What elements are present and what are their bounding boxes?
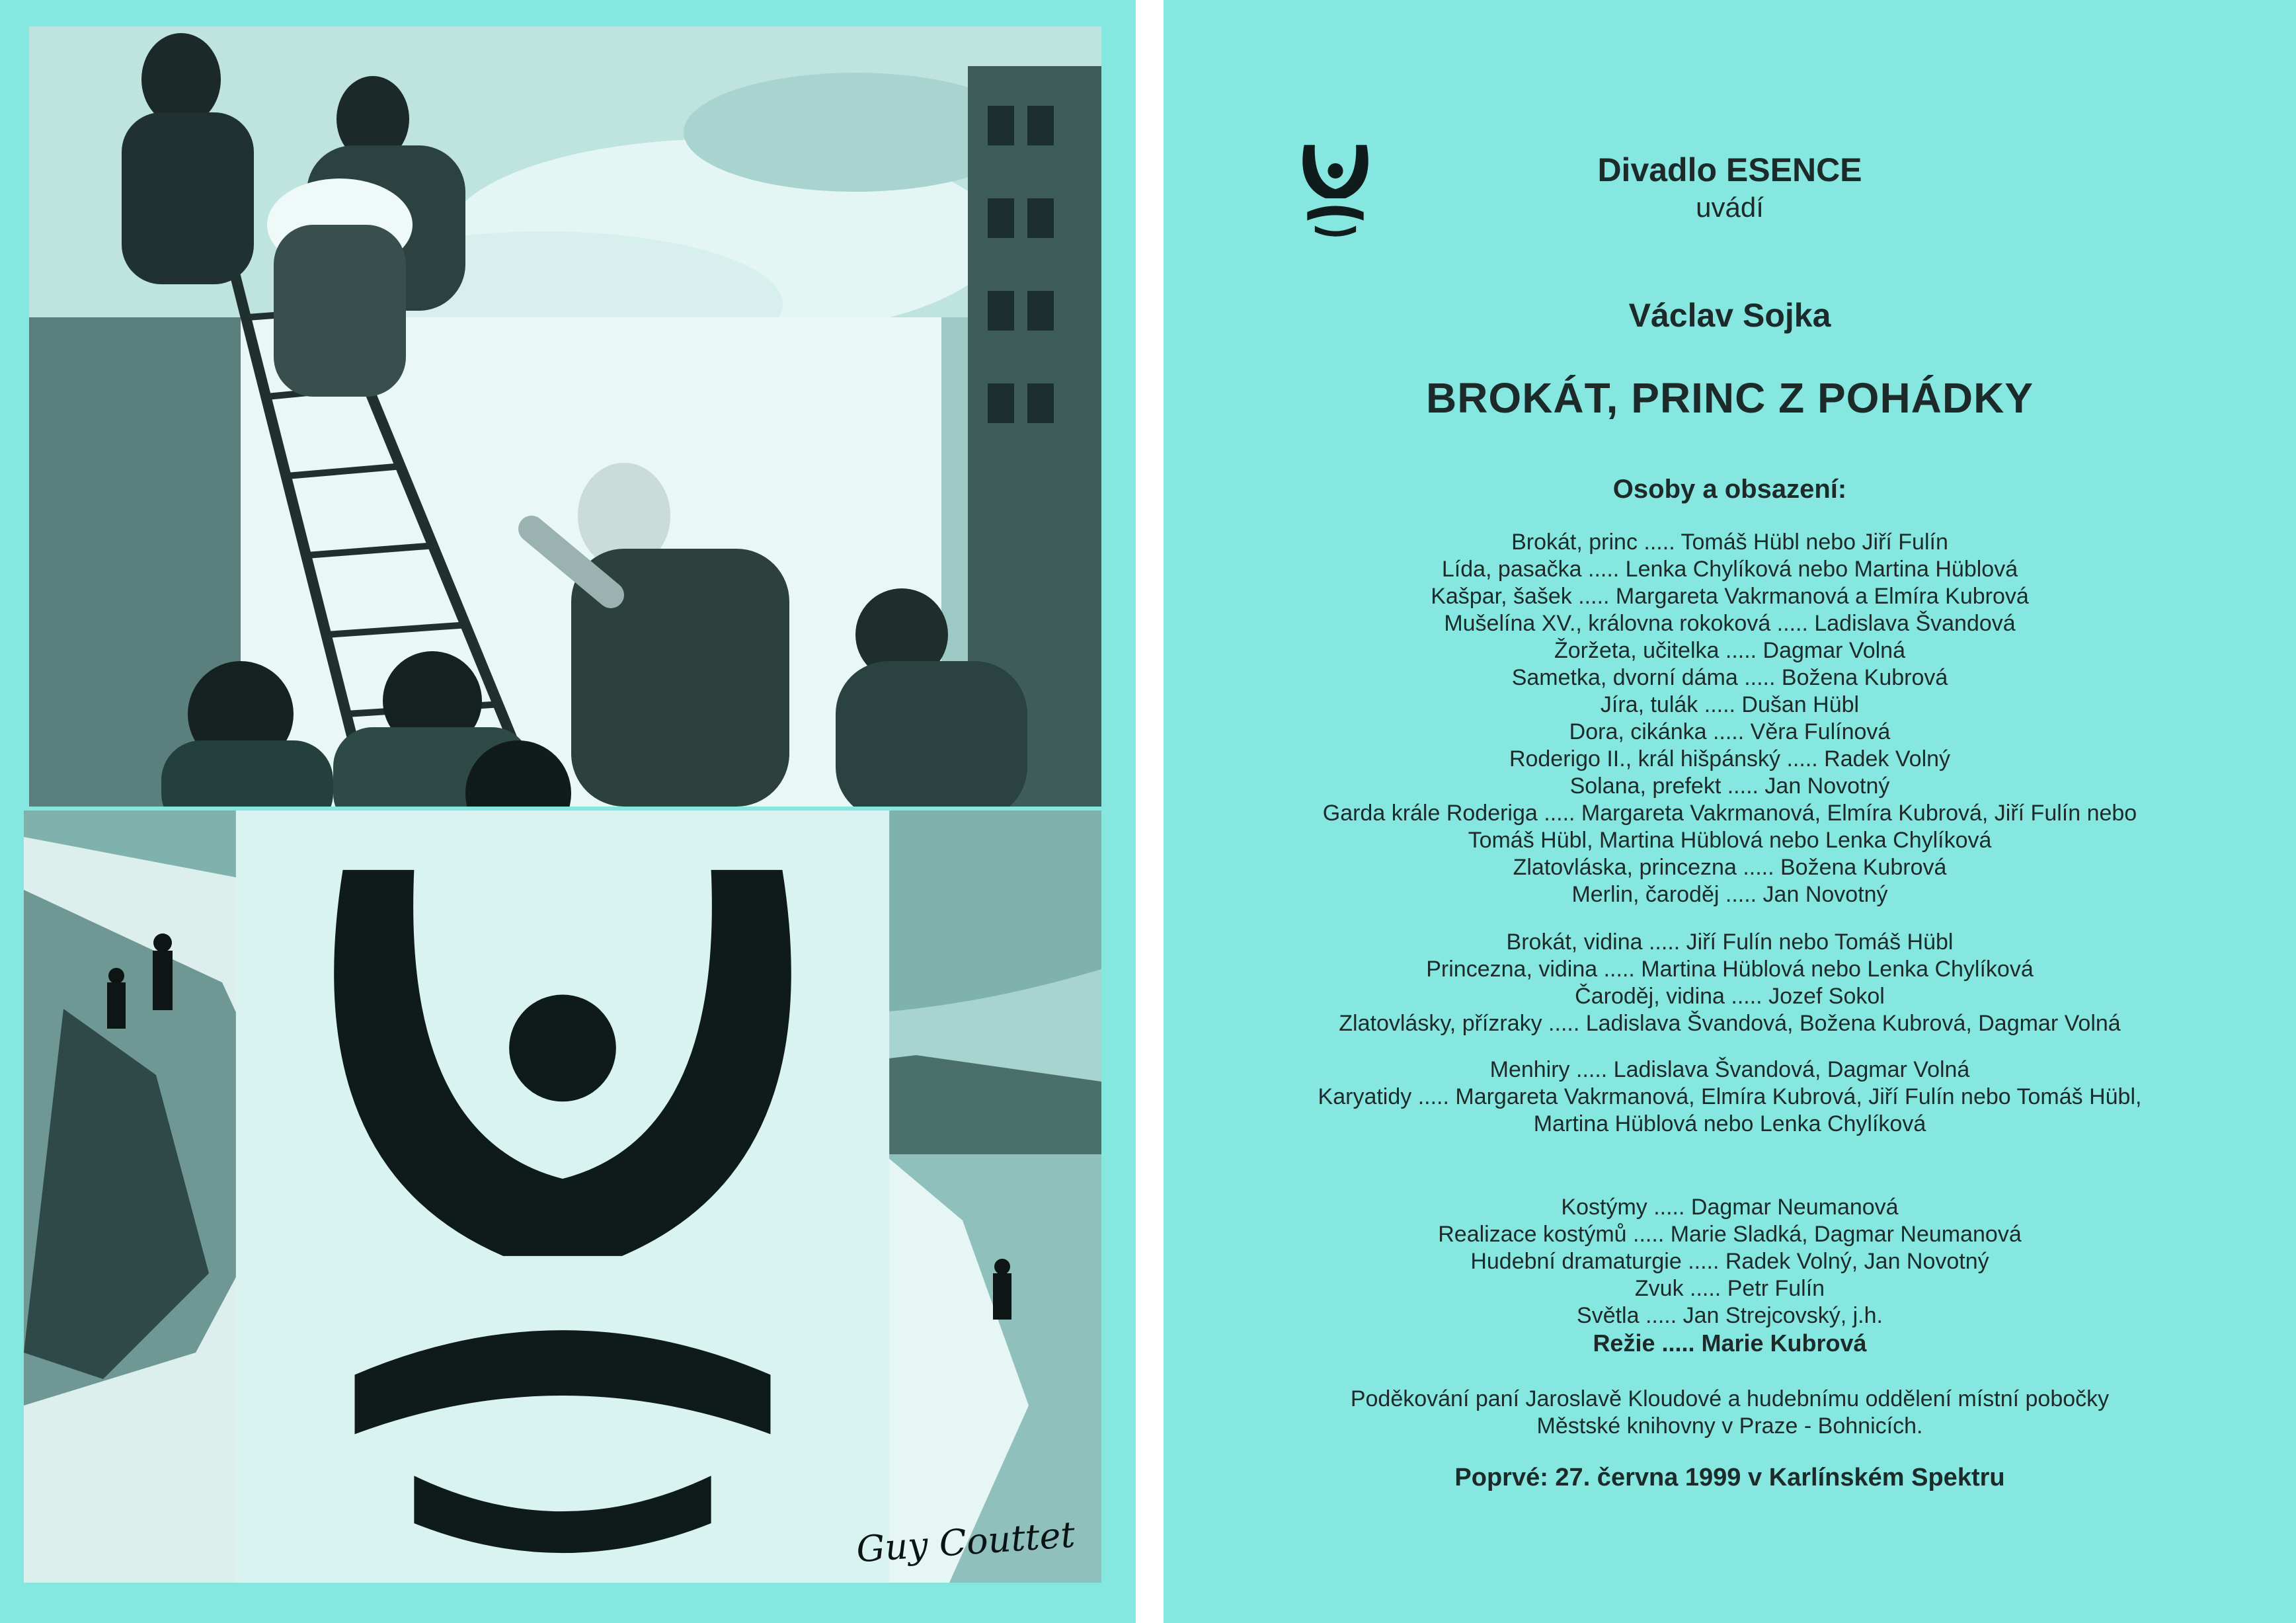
crew-list	[1164, 1194, 2296, 1357]
cast-line: Brokát, princ ..... Tomáš Hübl nebo Jiří Fulín	[1511, 530, 1948, 555]
cast-list-visions	[1164, 929, 2296, 1037]
cast-line: Solana, prefekt ..... Jan Novotný	[1569, 773, 1890, 799]
cast-line: Sametka, dvorní dáma ..... Božena Kubrová	[1511, 665, 1948, 690]
crew-line: Kostýmy ..... Dagmar Neumanová	[1561, 1195, 1899, 1220]
photographer-signature: Guy Couttet	[854, 1513, 1076, 1571]
acknowledgement	[1164, 1386, 2296, 1440]
cast-line: Princezna, vidina ..... Martina Hüblová nebo Lenka Chylíková	[1426, 957, 2034, 982]
cast-line: Menhiry ..... Ladislava Švandová, Dagmar Volná	[1489, 1057, 1970, 1082]
theatre-name: Divadlo ESENCE	[1597, 151, 1862, 188]
cast-line: Merlin, čaroděj ..... Jan Novotný	[1571, 882, 1888, 907]
right-page	[1164, 0, 2296, 1623]
play-title: BROKÁT, PRINC Z POHÁDKY	[1425, 374, 2034, 422]
cast-line: Jíra, tulák ..... Dušan Hübl	[1600, 692, 1860, 717]
author-name: Václav Sojka	[1628, 297, 1831, 334]
cast-line: Martina Hüblová nebo Lenka Chylíková	[1533, 1111, 1926, 1136]
crew-line: Hudební dramaturgie ..... Radek Volný, Jan Novotný	[1470, 1249, 1989, 1274]
cast-line: Zlatovlásky, přízraky ..... Ladislava Švandová, Božena Kubrová, Dagmar Volná	[1339, 1011, 2121, 1036]
cast-line: Žoržeta, učitelka ..... Dagmar Volná	[1554, 638, 1906, 663]
cast-list-main	[1164, 529, 2296, 908]
cast-line: Dora, cikánka ..... Věra Fulínová	[1569, 719, 1891, 744]
cast-line: Garda krále Roderiga ..... Margareta Vakrmanová, Elmíra Kubrová, Jiří Fulín nebo	[1322, 801, 2137, 826]
mountain-climbers-photo	[24, 811, 1101, 1583]
cast-list-statues	[1164, 1056, 2296, 1138]
cast-line: Čaroděj, vidina ..... Jozef Sokol	[1575, 984, 1885, 1009]
thanks-line: Poděkování paní Jaroslavě Kloudové a hudebnímu oddělení místní pobočky	[1350, 1386, 2110, 1411]
cast-line: Zlatovláska, princezna ..... Božena Kubrová	[1513, 855, 1947, 880]
thanks-line: Městské knihovny v Praze - Bohnicích.	[1536, 1413, 1923, 1439]
cast-heading: Osoby a obsazení:	[1612, 475, 1847, 504]
premiere-date: Poprvé: 27. června 1999 v Karlínském Spektru	[1454, 1464, 2005, 1491]
crew-line: Zvuk ..... Petr Fulín	[1634, 1276, 1825, 1301]
presents-label: uvádí	[1696, 192, 1764, 223]
crew-line: Realizace kostýmů ..... Marie Sladká, Dagmar Neumanová	[1438, 1222, 2022, 1247]
cast-line: Tomáš Hübl, Martina Hüblová nebo Lenka Chylíková	[1468, 828, 1992, 853]
cast-line: Mušelína XV., královna rokoková ..... Ladislava Švandová	[1444, 611, 2016, 636]
cast-line: Lída, pasačka ..... Lenka Chylíková nebo Martina Hüblová	[1441, 557, 2018, 582]
cast-line: Roderigo II., král hišpánský ..... Radek Volný	[1509, 746, 1951, 772]
crew-line: Světla ..... Jan Strejcovský, j.h.	[1577, 1303, 1883, 1328]
esence-logo-icon	[24, 811, 1101, 1583]
theatre-rehearsal-photo	[29, 26, 1101, 807]
cast-line: Karyatidy ..... Margareta Vakrmanová, Elmíra Kubrová, Jiří Fulín nebo Tomáš Hübl,	[1318, 1084, 2142, 1109]
left-page	[0, 0, 1136, 1623]
director-line: Režie ..... Marie Kubrová	[1593, 1329, 1867, 1357]
cast-line: Kašpar, šašek ..... Margareta Vakrmanová a Elmíra Kubrová	[1431, 584, 2029, 609]
cast-line: Brokát, vidina ..... Jiří Fulín nebo Tomáš Hübl	[1506, 930, 1954, 955]
